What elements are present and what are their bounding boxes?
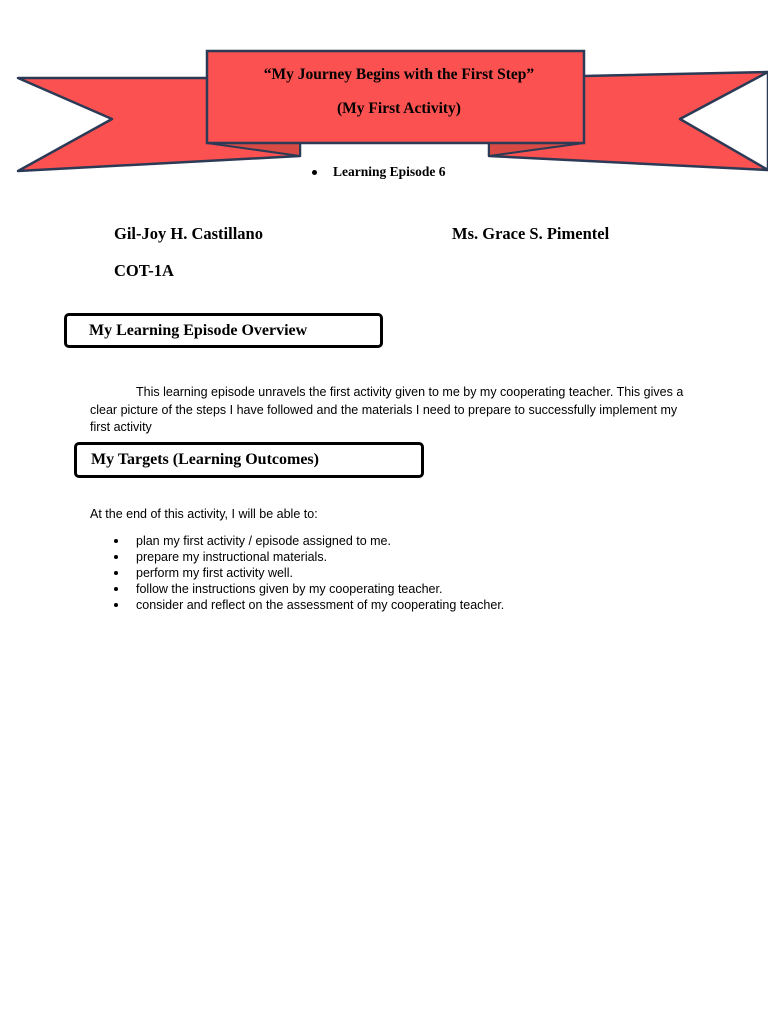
overview-heading-box: [64, 313, 383, 348]
outcomes-list: [90, 533, 504, 613]
episode-label: Learning Episode 6: [333, 164, 446, 179]
targets-heading-box: [74, 442, 424, 478]
list-item: perform my first activity well.: [90, 565, 504, 581]
bullet-icon: [312, 170, 317, 175]
bullet-icon: [114, 539, 118, 543]
banner-subtitle: (My First Activity): [337, 100, 461, 117]
episode-label-row: [312, 164, 446, 180]
list-item: plan my first activity / episode assigned to me.: [90, 533, 504, 549]
bullet-icon: [114, 603, 118, 607]
targets-intro: At the end of this activity, I will be able to:: [90, 507, 318, 521]
list-item: consider and reflect on the assessment of my cooperating teacher.: [90, 597, 504, 613]
teacher-name: Ms. Grace S. Pimentel: [452, 224, 610, 243]
section-code: COT-1A: [114, 261, 174, 280]
banner-title: “My Journey Begins with the First Step”: [263, 66, 535, 83]
bullet-icon: [114, 571, 118, 575]
overview-paragraph: This learning episode unravels the first activity given to me by my cooperating teacher. This gives a clear picture of the steps I have followed and the materials I need to prepare to successfully implement my first activity: [90, 385, 684, 434]
bullet-icon: [114, 587, 118, 591]
overview-heading: My Learning Episode Overview: [89, 321, 308, 339]
list-item: prepare my instructional materials.: [90, 549, 504, 565]
list-item: follow the instructions given by my cooperating teacher.: [90, 581, 504, 597]
ribbon-center-panel: [207, 51, 584, 143]
bullet-icon: [114, 555, 118, 559]
targets-heading: My Targets (Learning Outcomes): [91, 451, 319, 468]
student-name: Gil-Joy H. Castillano: [114, 224, 263, 243]
